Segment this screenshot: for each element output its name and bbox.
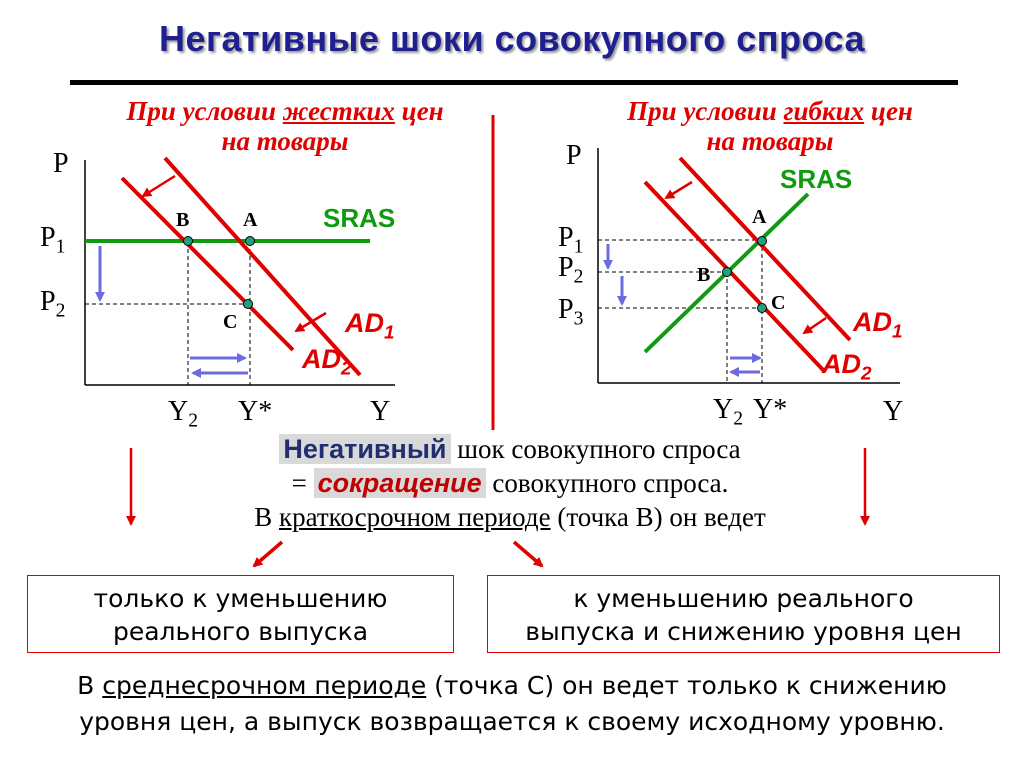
- box-right-line2: выпуска и снижению уровня цен: [525, 617, 962, 646]
- right-subtitle-suffix: цен: [864, 96, 913, 126]
- subscript: 2: [573, 266, 584, 288]
- left-subtitle-underlined: жестких: [282, 96, 395, 126]
- subscript: 3: [573, 308, 584, 330]
- right-ad2-line: [645, 182, 825, 372]
- right-y2-label: $Y_2$: [713, 394, 744, 430]
- medium-run-line2: уровня цен, а выпуск возвращается к своему исходному уровню.: [79, 707, 945, 736]
- box-left-line1: только к уменьшению: [93, 584, 388, 613]
- left-ystar-label: Y*: [238, 396, 273, 427]
- subscript: 2: [733, 408, 744, 430]
- left-subtitle-suffix: цен: [394, 96, 444, 126]
- subscript: 1: [384, 322, 395, 344]
- subscript: 1: [892, 321, 903, 343]
- right-p2-label: $P_2$: [558, 252, 584, 288]
- box-left-line2: реального выпуска: [112, 617, 369, 646]
- diag-arrow-left: [254, 542, 282, 566]
- left-point-b-label: B: [176, 209, 190, 231]
- left-point-a-label: A: [243, 209, 258, 231]
- subscript: 2: [861, 363, 872, 385]
- right-subtitle-line2: на товары: [706, 126, 834, 156]
- right-subtitle-prefix: При условии: [627, 96, 784, 126]
- left-point-a: [246, 237, 255, 246]
- right-point-b-label: B: [697, 264, 711, 286]
- right-axis-p-label: P: [566, 140, 582, 171]
- right-point-a-label: A: [752, 206, 767, 228]
- box-short-run-rigid: [27, 575, 454, 653]
- right-p1-label: $P_1$: [558, 222, 584, 258]
- right-sras-label: SRAS: [780, 164, 853, 194]
- subscript: 2: [55, 300, 66, 322]
- right-point-c-label: C: [771, 292, 786, 314]
- left-p2-label: $P_2$: [40, 286, 66, 322]
- left-y2-label: $Y_2$: [168, 396, 199, 432]
- right-shift-arrow-bottom: [804, 318, 826, 333]
- left-shift-arrow-top: [143, 176, 175, 196]
- subscript: 2: [341, 358, 352, 380]
- subscript: 1: [573, 236, 584, 258]
- diag-arrow-right: [514, 542, 542, 566]
- right-point-a: [758, 237, 767, 246]
- medium-run-underlined: среднесрочном периоде: [102, 671, 427, 700]
- right-p3-label: $P_3$: [558, 294, 584, 330]
- left-axis-p-label: P: [53, 148, 69, 179]
- reduction-rest: совокупного спроса.: [485, 468, 729, 498]
- right-ad1-label: $AD_1$: [853, 307, 903, 343]
- left-ad1-label: $AD_1$: [345, 308, 395, 344]
- right-point-c: [758, 304, 767, 313]
- box-right-line1: к уменьшению реального: [573, 584, 914, 613]
- left-subtitle-line2: на товары: [221, 126, 349, 156]
- left-axis-y-label: Y: [370, 396, 391, 427]
- equals-sign: =: [291, 468, 314, 498]
- explanation-text: [150, 432, 870, 534]
- subscript: 1: [55, 236, 66, 258]
- left-ad2-label: $AD_2$: [302, 344, 352, 380]
- medium-run-text: [30, 668, 994, 740]
- right-point-b: [723, 268, 732, 277]
- short-run-suffix: (точка В) он ведет: [550, 502, 766, 532]
- short-run-underlined: краткосрочном периоде: [278, 502, 551, 532]
- left-point-c-label: C: [223, 311, 238, 333]
- right-subtitle-underlined: гибких: [783, 96, 865, 126]
- left-subtitle-prefix: При условии: [126, 96, 283, 126]
- left-sras-label: SRAS: [323, 203, 396, 233]
- shock-text: шок совокупного спроса: [450, 434, 741, 464]
- right-ystar-label: Y*: [753, 394, 788, 425]
- page-title: Негативные шоки совокупного спроса: [158, 18, 866, 59]
- left-p1-label: $P_1$: [40, 222, 66, 258]
- left-point-b: [184, 237, 193, 246]
- right-shift-arrow-top: [666, 182, 692, 198]
- reduction-highlight: сокращение: [314, 468, 486, 498]
- left-ad1-line: [165, 158, 360, 375]
- right-ad2-label: $AD_2$: [822, 349, 872, 385]
- left-shift-arrow-bottom: [296, 313, 326, 331]
- short-run-prefix: В: [254, 502, 279, 532]
- left-point-c: [244, 300, 253, 309]
- subscript: 2: [188, 410, 199, 432]
- box-short-run-flexible: [487, 575, 1000, 653]
- medium-run-prefix: В: [77, 671, 103, 700]
- medium-run-rest: (точка С) он ведет только к снижению: [426, 671, 947, 700]
- right-graph: [598, 148, 900, 383]
- negative-highlight: Негативный: [279, 434, 450, 464]
- right-axis-y-label: Y: [883, 396, 904, 427]
